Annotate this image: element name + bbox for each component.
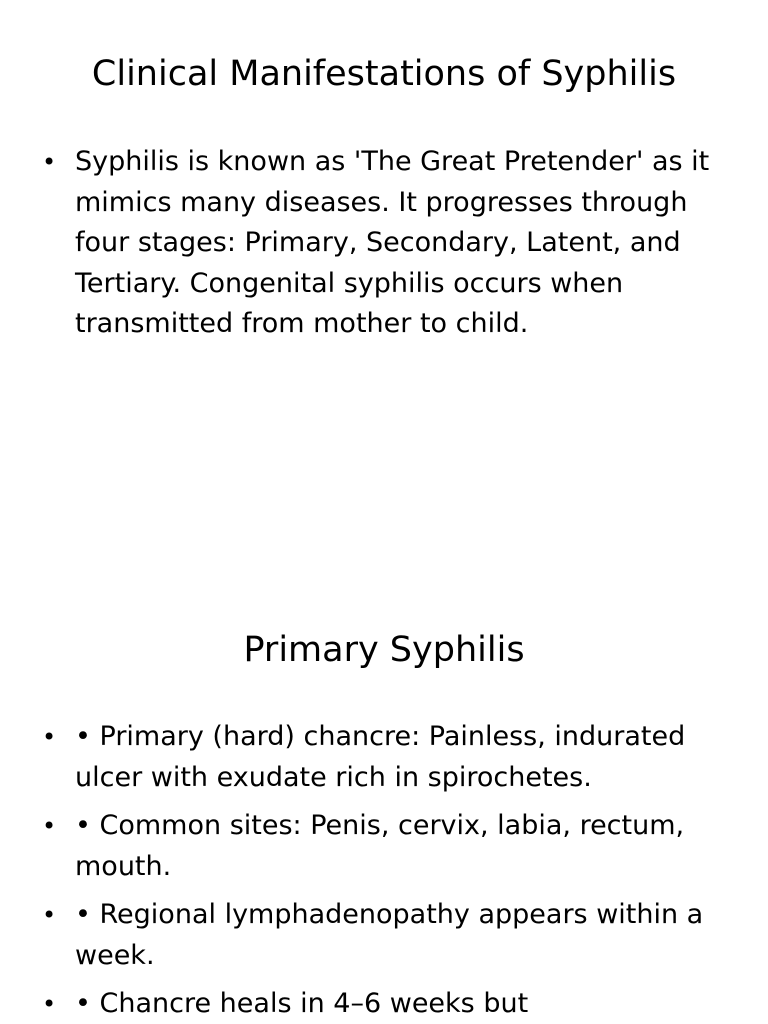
bullet-item: [40, 806, 730, 887]
bullet-item: [40, 717, 730, 798]
bullet-icon: •: [42, 990, 57, 1018]
bullet-list: [40, 717, 730, 1024]
slide-title: Primary Syphilis: [243, 630, 525, 670]
bullet-item: [40, 142, 730, 345]
bullet-icon: •: [42, 812, 57, 840]
slide-title: Clinical Manifestations of Syphilis: [91, 54, 677, 94]
bullet-icon: •: [42, 723, 57, 751]
slide-2: [0, 576, 768, 1024]
bullet-item: [40, 895, 730, 976]
bullet-icon: •: [42, 901, 57, 929]
bullet-text: Syphilis is known as 'The Great Pretender' as it mimics many diseases. It progresses through four stages: Primary, Secondary, Latent, and Tertiary. Congenital syphilis occurs when transmitted from mother to child.: [75, 146, 710, 339]
bullet-text: • Common sites: Penis, cervix, labia, rectum, mouth.: [75, 810, 685, 882]
bullet-text: • Primary (hard) chancre: Painless, indurated ulcer with exudate rich in spirochetes.: [75, 721, 686, 793]
bullet-text: • Chancre heals in 4–6 weeks but: [75, 988, 529, 1019]
bullet-item: [40, 984, 730, 1024]
bullet-text: • Regional lymphadenopathy appears within a week.: [75, 899, 704, 971]
bullet-icon: •: [42, 148, 57, 176]
bullet-list: [40, 142, 730, 353]
